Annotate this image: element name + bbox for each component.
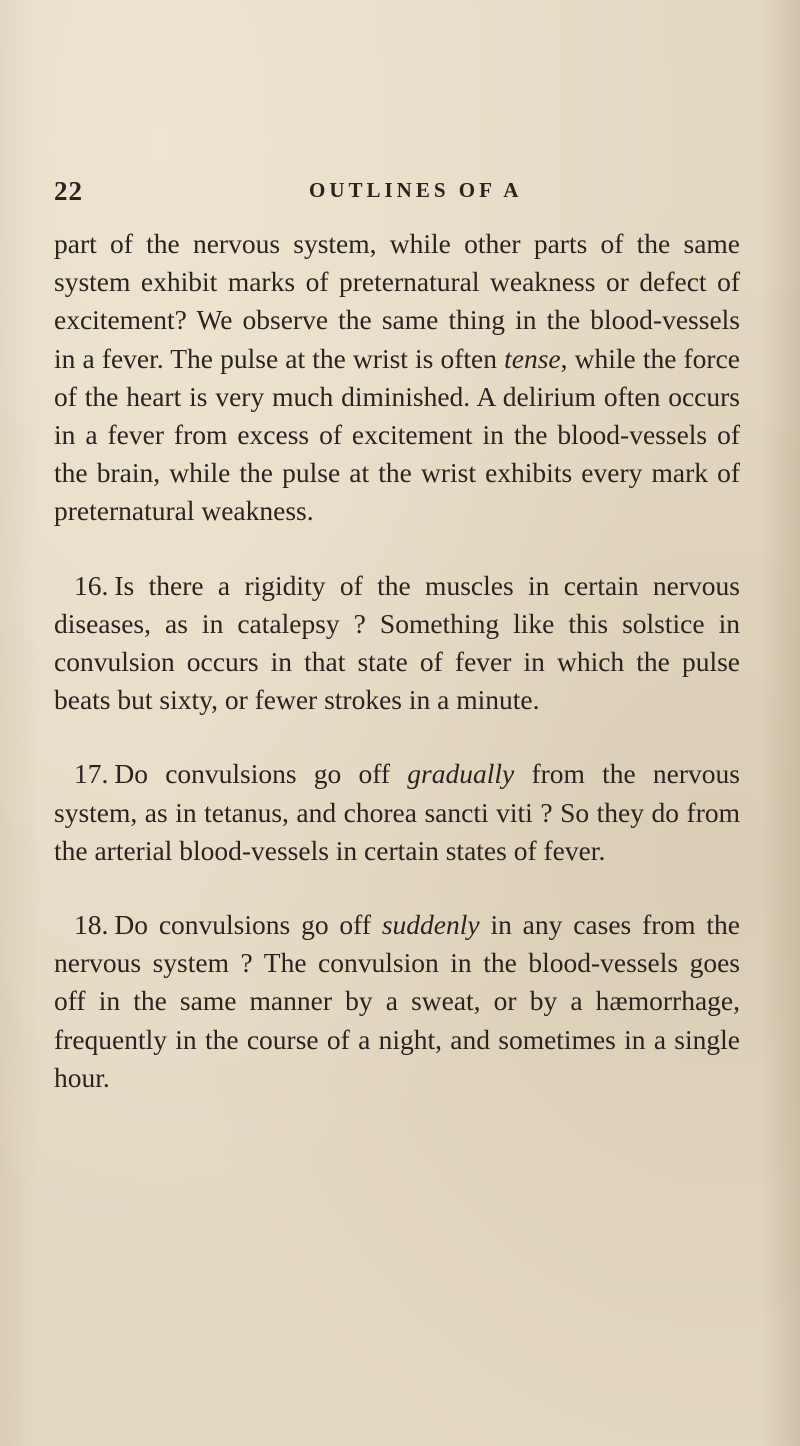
text-segment: part of the nervous system, while other parts of the same system exhibit marks of preternatural weakness or defect of excitement? We observe the same thing in the blood-vessels in a fever. The pulse at the wrist is often xyxy=(54,228,740,374)
text-segment: from the nervous system, as in tetanus, and chorea sancti viti ? So they do from the arterial blood-vessels in certain states of fever. xyxy=(54,758,740,866)
text-segment: , while the force of the heart is very much diminished. A delirium often occurs in a fever from excess of excitement in the blood-vessels of the brain, while the pulse at the wrist exhibits every mark of preternatural weakness. xyxy=(54,342,740,527)
paragraph-continuation xyxy=(54,225,740,531)
paragraph-question-16 xyxy=(54,567,740,720)
italic-segment: gradually xyxy=(407,758,515,790)
text-segment: in any cases from the nervous system ? The convulsion in the blood-vessels goes off in the same manner by a sweat, or by a hæmorrhage, frequently in the course of a night, and sometimes in a single hour. xyxy=(54,909,740,1093)
text-segment: Do convulsions go off xyxy=(114,758,408,790)
question-number: 16. xyxy=(74,569,109,601)
page-header xyxy=(54,176,754,206)
body-text xyxy=(54,225,740,1133)
text-segment: Is there a rigidity of the muscles in certain nervous diseases, as in catalepsy ? Something like this solstice in convulsion occurs in that state of fever in which the pulse beats but sixty, or fewer strokes in a minute. xyxy=(54,569,740,716)
text-segment: Do convulsions go off xyxy=(114,909,382,941)
paragraph-question-17 xyxy=(54,755,740,870)
page-number: 22 xyxy=(54,176,83,206)
paragraph-question-18 xyxy=(54,906,740,1097)
question-number: 17. xyxy=(74,758,109,790)
question-number: 18. xyxy=(74,909,109,941)
italic-segment: tense xyxy=(504,342,561,374)
running-head: OUTLINES OF A xyxy=(309,178,523,202)
italic-segment: suddenly xyxy=(381,909,480,941)
